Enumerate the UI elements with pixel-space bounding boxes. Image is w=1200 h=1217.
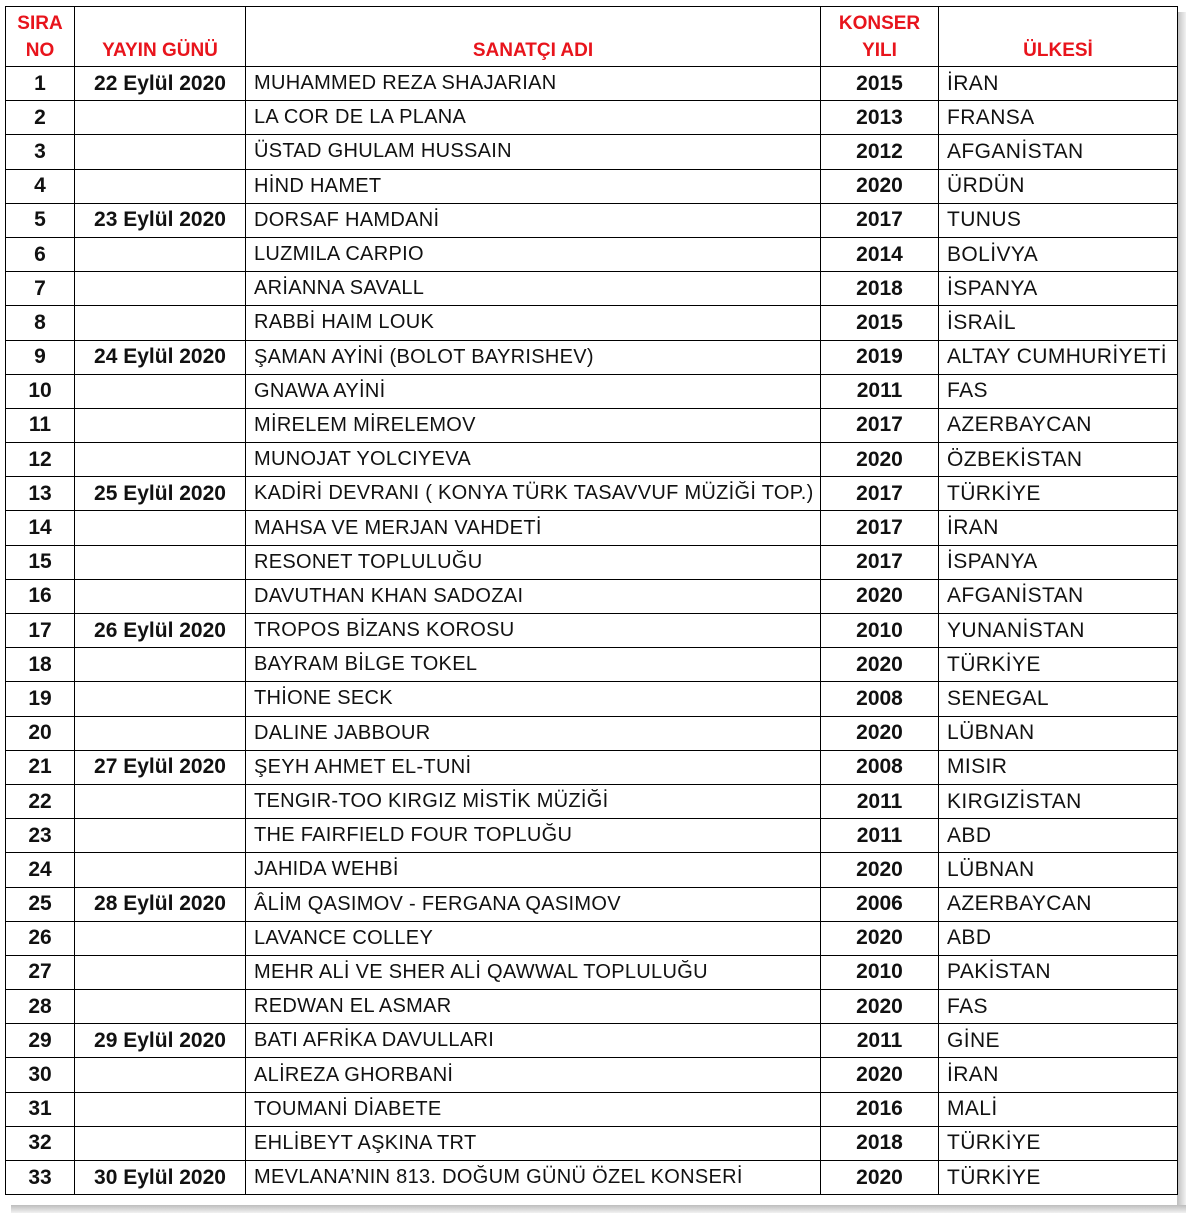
- broadcast-date-cell: [75, 784, 246, 818]
- header-country: ÜLKESİ: [939, 7, 1178, 67]
- table-row: [6, 1092, 1178, 1126]
- broadcast-date-cell: [75, 716, 246, 750]
- row-number-cell: 8: [6, 306, 75, 340]
- table-row: [6, 408, 1178, 442]
- country-cell: MALİ: [939, 1092, 1178, 1126]
- row-number-cell: 32: [6, 1126, 75, 1160]
- concert-year-cell: 2016: [821, 1092, 939, 1126]
- broadcast-date-cell: [75, 579, 246, 613]
- table-row: [6, 716, 1178, 750]
- concert-year-cell: 2008: [821, 682, 939, 716]
- artist-name-cell: LUZMILA CARPIO: [246, 237, 821, 271]
- table-row: [6, 1126, 1178, 1160]
- concert-year-cell: 2010: [821, 955, 939, 989]
- broadcast-date-cell: [75, 135, 246, 169]
- table-body: [6, 67, 1178, 1195]
- broadcast-date-cell: [75, 443, 246, 477]
- table-row: [6, 306, 1178, 340]
- artist-name-cell: MUHAMMED REZA SHAJARIAN: [246, 67, 821, 101]
- table-row: [6, 511, 1178, 545]
- broadcast-date-cell: [75, 237, 246, 271]
- country-cell: AZERBAYCAN: [939, 887, 1178, 921]
- table-row: [6, 135, 1178, 169]
- country-cell: TÜRKİYE: [939, 648, 1178, 682]
- artist-name-cell: TOUMANİ DİABETE: [246, 1092, 821, 1126]
- broadcast-date-cell: [75, 990, 246, 1024]
- broadcast-date-cell: [75, 682, 246, 716]
- country-cell: BOLİVYA: [939, 237, 1178, 271]
- concert-year-cell: 2020: [821, 716, 939, 750]
- artist-name-cell: RESONET TOPLULUĞU: [246, 545, 821, 579]
- artist-name-cell: MEHR ALİ VE SHER ALİ QAWWAL TOPLULUĞU: [246, 955, 821, 989]
- country-cell: ABD: [939, 921, 1178, 955]
- table-row: [6, 887, 1178, 921]
- artist-name-cell: ŞAMAN AYİNİ (BOLOT BAYRISHEV): [246, 340, 821, 374]
- artist-name-cell: DAVUTHAN KHAN SADOZAI: [246, 579, 821, 613]
- row-number-cell: 6: [6, 237, 75, 271]
- row-number-cell: 26: [6, 921, 75, 955]
- broadcast-date-cell: 22 Eylül 2020: [75, 67, 246, 101]
- broadcast-date-cell: [75, 545, 246, 579]
- broadcast-date-cell: [75, 408, 246, 442]
- artist-name-cell: BATI AFRİKA DAVULLARI: [246, 1024, 821, 1058]
- country-cell: AFGANİSTAN: [939, 579, 1178, 613]
- table-row: [6, 545, 1178, 579]
- country-cell: FAS: [939, 374, 1178, 408]
- concert-year-cell: 2020: [821, 169, 939, 203]
- artist-name-cell: THİONE SECK: [246, 682, 821, 716]
- broadcast-date-cell: [75, 511, 246, 545]
- page-shadow-bottom: [11, 1205, 1186, 1213]
- country-cell: İSRAİL: [939, 306, 1178, 340]
- broadcast-date-cell: 29 Eylül 2020: [75, 1024, 246, 1058]
- row-number-cell: 20: [6, 716, 75, 750]
- row-number-cell: 16: [6, 579, 75, 613]
- row-number-cell: 24: [6, 853, 75, 887]
- broadcast-date-cell: [75, 853, 246, 887]
- row-number-cell: 25: [6, 887, 75, 921]
- page-shadow-right: [1177, 12, 1186, 1212]
- artist-name-cell: ALİREZA GHORBANİ: [246, 1058, 821, 1092]
- broadcast-date-cell: 24 Eylül 2020: [75, 340, 246, 374]
- table-row: [6, 921, 1178, 955]
- concert-year-cell: 2018: [821, 1126, 939, 1160]
- country-cell: TUNUS: [939, 203, 1178, 237]
- table-row: [6, 853, 1178, 887]
- table-row: [6, 1161, 1178, 1195]
- artist-name-cell: BAYRAM BİLGE TOKEL: [246, 648, 821, 682]
- artist-name-cell: KADİRİ DEVRANI ( KONYA TÜRK TASAVVUF MÜZİĞİ TOP.): [246, 477, 821, 511]
- artist-name-cell: THE FAIRFIELD FOUR TOPLUĞU: [246, 819, 821, 853]
- table-header-row: [6, 7, 1178, 67]
- artist-name-cell: GNAWA AYİNİ: [246, 374, 821, 408]
- concert-year-cell: 2011: [821, 1024, 939, 1058]
- header-no: SIRA NO: [6, 7, 75, 67]
- header-year: KONSER YILI: [821, 7, 939, 67]
- country-cell: ÖZBEKİSTAN: [939, 443, 1178, 477]
- artist-name-cell: ŞEYH AHMET EL-TUNİ: [246, 750, 821, 784]
- concert-year-cell: 2010: [821, 614, 939, 648]
- concert-year-cell: 2018: [821, 272, 939, 306]
- broadcast-date-cell: [75, 306, 246, 340]
- artist-name-cell: LA COR DE LA PLANA: [246, 101, 821, 135]
- row-number-cell: 1: [6, 67, 75, 101]
- broadcast-date-cell: 26 Eylül 2020: [75, 614, 246, 648]
- artist-name-cell: TENGIR-TOO KIRGIZ MİSTİK MÜZİĞİ: [246, 784, 821, 818]
- row-number-cell: 33: [6, 1161, 75, 1195]
- row-number-cell: 13: [6, 477, 75, 511]
- artist-name-cell: MEVLANA’NIN 813. DOĞUM GÜNÜ ÖZEL KONSERİ: [246, 1161, 821, 1195]
- row-number-cell: 14: [6, 511, 75, 545]
- concert-year-cell: 2020: [821, 648, 939, 682]
- row-number-cell: 4: [6, 169, 75, 203]
- row-number-cell: 9: [6, 340, 75, 374]
- row-number-cell: 21: [6, 750, 75, 784]
- row-number-cell: 3: [6, 135, 75, 169]
- row-number-cell: 12: [6, 443, 75, 477]
- concert-year-cell: 2012: [821, 135, 939, 169]
- row-number-cell: 30: [6, 1058, 75, 1092]
- row-number-cell: 22: [6, 784, 75, 818]
- country-cell: AZERBAYCAN: [939, 408, 1178, 442]
- row-number-cell: 31: [6, 1092, 75, 1126]
- artist-name-cell: MUNOJAT YOLCIYEVA: [246, 443, 821, 477]
- concert-year-cell: 2020: [821, 921, 939, 955]
- table-row: [6, 648, 1178, 682]
- artist-name-cell: TROPOS BİZANS KOROSU: [246, 614, 821, 648]
- country-cell: İRAN: [939, 1058, 1178, 1092]
- country-cell: İRAN: [939, 67, 1178, 101]
- artist-name-cell: RABBİ HAIM LOUK: [246, 306, 821, 340]
- country-cell: SENEGAL: [939, 682, 1178, 716]
- broadcast-date-cell: [75, 101, 246, 135]
- broadcast-date-cell: [75, 1126, 246, 1160]
- concert-table-container: [5, 6, 1177, 1195]
- table-row: [6, 169, 1178, 203]
- country-cell: TÜRKİYE: [939, 1126, 1178, 1160]
- broadcast-date-cell: [75, 648, 246, 682]
- row-number-cell: 10: [6, 374, 75, 408]
- country-cell: İSPANYA: [939, 272, 1178, 306]
- concert-year-cell: 2020: [821, 579, 939, 613]
- concert-year-cell: 2011: [821, 374, 939, 408]
- concert-year-cell: 2017: [821, 477, 939, 511]
- broadcast-date-cell: [75, 169, 246, 203]
- table-row: [6, 237, 1178, 271]
- row-number-cell: 11: [6, 408, 75, 442]
- table-row: [6, 1058, 1178, 1092]
- broadcast-date-cell: 23 Eylül 2020: [75, 203, 246, 237]
- broadcast-date-cell: [75, 1058, 246, 1092]
- country-cell: PAKİSTAN: [939, 955, 1178, 989]
- table-row: [6, 67, 1178, 101]
- artist-name-cell: EHLİBEYT AŞKINA TRT: [246, 1126, 821, 1160]
- row-number-cell: 15: [6, 545, 75, 579]
- artist-name-cell: MAHSA VE MERJAN VAHDETİ: [246, 511, 821, 545]
- country-cell: TÜRKİYE: [939, 477, 1178, 511]
- row-number-cell: 28: [6, 990, 75, 1024]
- country-cell: ABD: [939, 819, 1178, 853]
- concert-year-cell: 2015: [821, 67, 939, 101]
- broadcast-date-cell: 27 Eylül 2020: [75, 750, 246, 784]
- artist-name-cell: LAVANCE COLLEY: [246, 921, 821, 955]
- row-number-cell: 5: [6, 203, 75, 237]
- broadcast-date-cell: [75, 819, 246, 853]
- row-number-cell: 23: [6, 819, 75, 853]
- row-number-cell: 29: [6, 1024, 75, 1058]
- table-row: [6, 1024, 1178, 1058]
- concert-year-cell: 2020: [821, 1161, 939, 1195]
- concert-year-cell: 2020: [821, 443, 939, 477]
- header-artist: SANATÇI ADI: [246, 7, 821, 67]
- artist-name-cell: ARİANNA SAVALL: [246, 272, 821, 306]
- concert-year-cell: 2017: [821, 408, 939, 442]
- broadcast-date-cell: [75, 1092, 246, 1126]
- country-cell: FAS: [939, 990, 1178, 1024]
- concert-schedule-table: [5, 6, 1178, 1195]
- artist-name-cell: HİND HAMET: [246, 169, 821, 203]
- row-number-cell: 18: [6, 648, 75, 682]
- table-row: [6, 784, 1178, 818]
- table-row: [6, 203, 1178, 237]
- broadcast-date-cell: 28 Eylül 2020: [75, 887, 246, 921]
- broadcast-date-cell: [75, 374, 246, 408]
- broadcast-date-cell: [75, 272, 246, 306]
- country-cell: YUNANİSTAN: [939, 614, 1178, 648]
- country-cell: KIRGIZİSTAN: [939, 784, 1178, 818]
- country-cell: GİNE: [939, 1024, 1178, 1058]
- table-row: [6, 477, 1178, 511]
- country-cell: MISIR: [939, 750, 1178, 784]
- table-row: [6, 374, 1178, 408]
- country-cell: LÜBNAN: [939, 853, 1178, 887]
- concert-year-cell: 2017: [821, 203, 939, 237]
- country-cell: LÜBNAN: [939, 716, 1178, 750]
- country-cell: İRAN: [939, 511, 1178, 545]
- concert-year-cell: 2014: [821, 237, 939, 271]
- table-row: [6, 340, 1178, 374]
- row-number-cell: 17: [6, 614, 75, 648]
- broadcast-date-cell: 25 Eylül 2020: [75, 477, 246, 511]
- concert-year-cell: 2017: [821, 545, 939, 579]
- row-number-cell: 27: [6, 955, 75, 989]
- table-row: [6, 750, 1178, 784]
- artist-name-cell: ÜSTAD GHULAM HUSSAIN: [246, 135, 821, 169]
- table-row: [6, 443, 1178, 477]
- concert-year-cell: 2017: [821, 511, 939, 545]
- concert-year-cell: 2015: [821, 306, 939, 340]
- concert-year-cell: 2011: [821, 784, 939, 818]
- concert-year-cell: 2013: [821, 101, 939, 135]
- broadcast-date-cell: 30 Eylül 2020: [75, 1161, 246, 1195]
- country-cell: İSPANYA: [939, 545, 1178, 579]
- header-date: YAYIN GÜNÜ: [75, 7, 246, 67]
- concert-year-cell: 2019: [821, 340, 939, 374]
- table-row: [6, 819, 1178, 853]
- country-cell: TÜRKİYE: [939, 1161, 1178, 1195]
- country-cell: ÜRDÜN: [939, 169, 1178, 203]
- table-row: [6, 579, 1178, 613]
- concert-year-cell: 2020: [821, 1058, 939, 1092]
- country-cell: AFGANİSTAN: [939, 135, 1178, 169]
- concert-year-cell: 2006: [821, 887, 939, 921]
- country-cell: ALTAY CUMHURİYETİ: [939, 340, 1178, 374]
- concert-year-cell: 2020: [821, 853, 939, 887]
- row-number-cell: 2: [6, 101, 75, 135]
- concert-year-cell: 2011: [821, 819, 939, 853]
- artist-name-cell: MİRELEM MİRELEMOV: [246, 408, 821, 442]
- table-row: [6, 272, 1178, 306]
- table-row: [6, 101, 1178, 135]
- concert-year-cell: 2008: [821, 750, 939, 784]
- table-row: [6, 682, 1178, 716]
- table-row: [6, 990, 1178, 1024]
- artist-name-cell: JAHIDA WEHBİ: [246, 853, 821, 887]
- table-row: [6, 955, 1178, 989]
- artist-name-cell: DORSAF HAMDANİ: [246, 203, 821, 237]
- row-number-cell: 19: [6, 682, 75, 716]
- artist-name-cell: ÂLİM QASIMOV - FERGANA QASIMOV: [246, 887, 821, 921]
- broadcast-date-cell: [75, 955, 246, 989]
- broadcast-date-cell: [75, 921, 246, 955]
- country-cell: FRANSA: [939, 101, 1178, 135]
- artist-name-cell: REDWAN EL ASMAR: [246, 990, 821, 1024]
- row-number-cell: 7: [6, 272, 75, 306]
- concert-year-cell: 2020: [821, 990, 939, 1024]
- table-row: [6, 614, 1178, 648]
- artist-name-cell: DALINE JABBOUR: [246, 716, 821, 750]
